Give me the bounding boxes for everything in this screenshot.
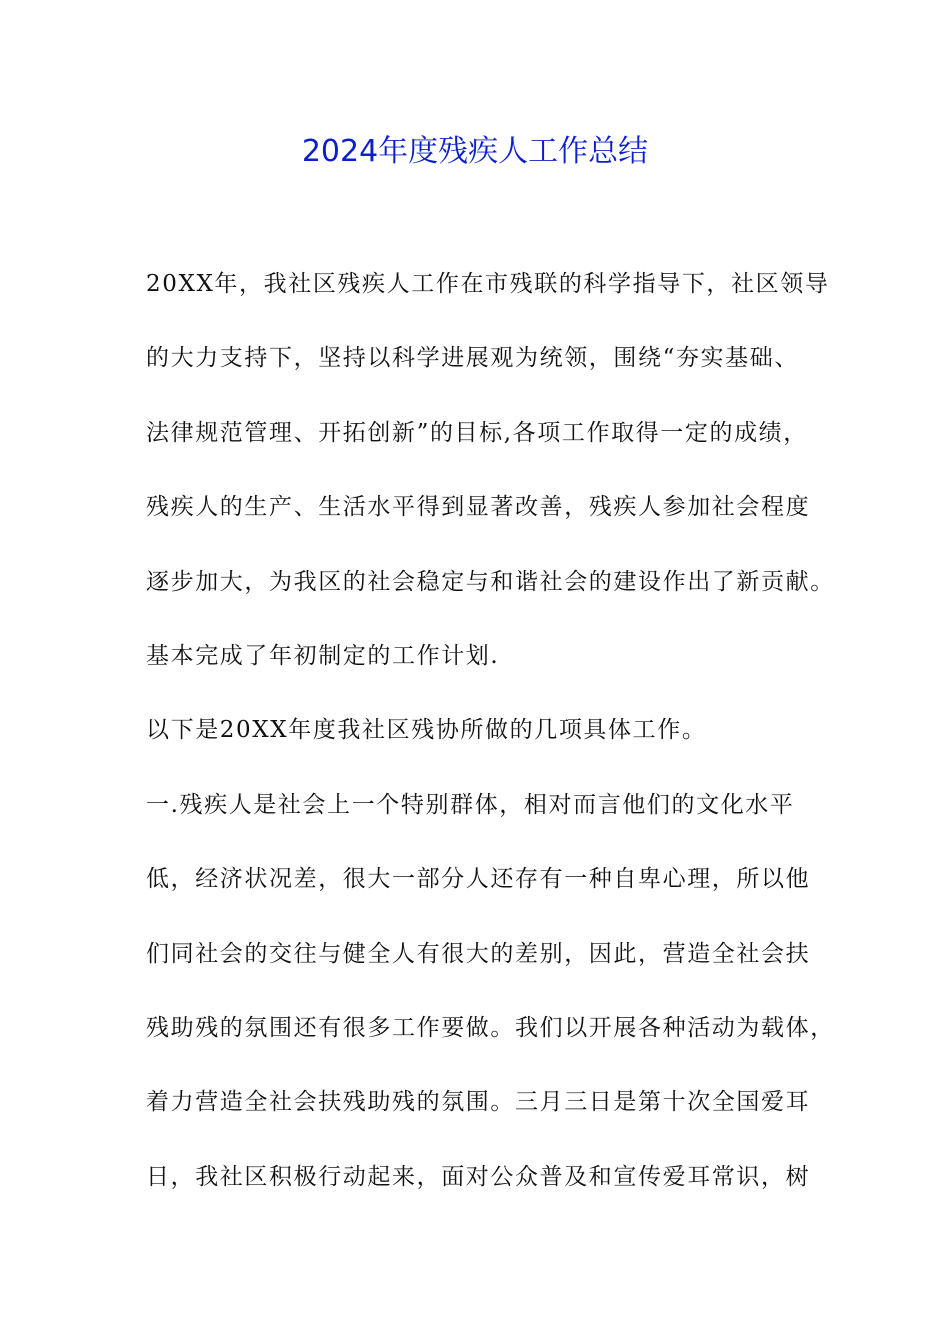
text-line: 残疾人的生产、生活水平得到显著改善，残疾人参加社会程度 <box>146 494 811 521</box>
text-line: 低，经济状况差，很大一部分人还存有一种自卑心理，所以他 <box>146 866 811 893</box>
document-title: 2024年度残疾人工作总结 <box>301 134 649 169</box>
text-line: 以下是20XX年度我社区残协所做的几项具体工作。 <box>146 717 707 744</box>
text-line: 20XX年，我社区残疾人工作在市残联的科学指导下，社区领导 <box>146 271 830 297</box>
text-line: 的大力支持下，坚持以科学进展观为统领，围绕“夯实基础、 <box>146 345 799 372</box>
text-line: 残助残的氛围还有很多工作要做。我们以开展各种活动为载体， <box>146 1014 835 1041</box>
text-line: 们同社会的交往与健全人有很大的差别，因此，营造全社会扶 <box>146 940 811 967</box>
text-line: 着力营造全社会扶残助残的氛围。三月三日是第十次全国爱耳 <box>146 1089 811 1116</box>
text-line: 法律规范管理、开拓创新”的目标,各项工作取得一定的成绩， <box>146 419 808 446</box>
text-line: 日，我社区积极行动起来，面对公众普及和宣传爱耳常识，树 <box>146 1163 811 1190</box>
text-line: 逐步加大，为我区的社会稳定与和谐社会的建设作出了新贡献。 <box>146 568 835 595</box>
document-body <box>146 264 846 1231</box>
text-line: 基本完成了年初制定的工作计划. <box>146 642 500 669</box>
text-line: 一.残疾人是社会上一个特别群体，相对而言他们的文化水平 <box>146 791 795 818</box>
